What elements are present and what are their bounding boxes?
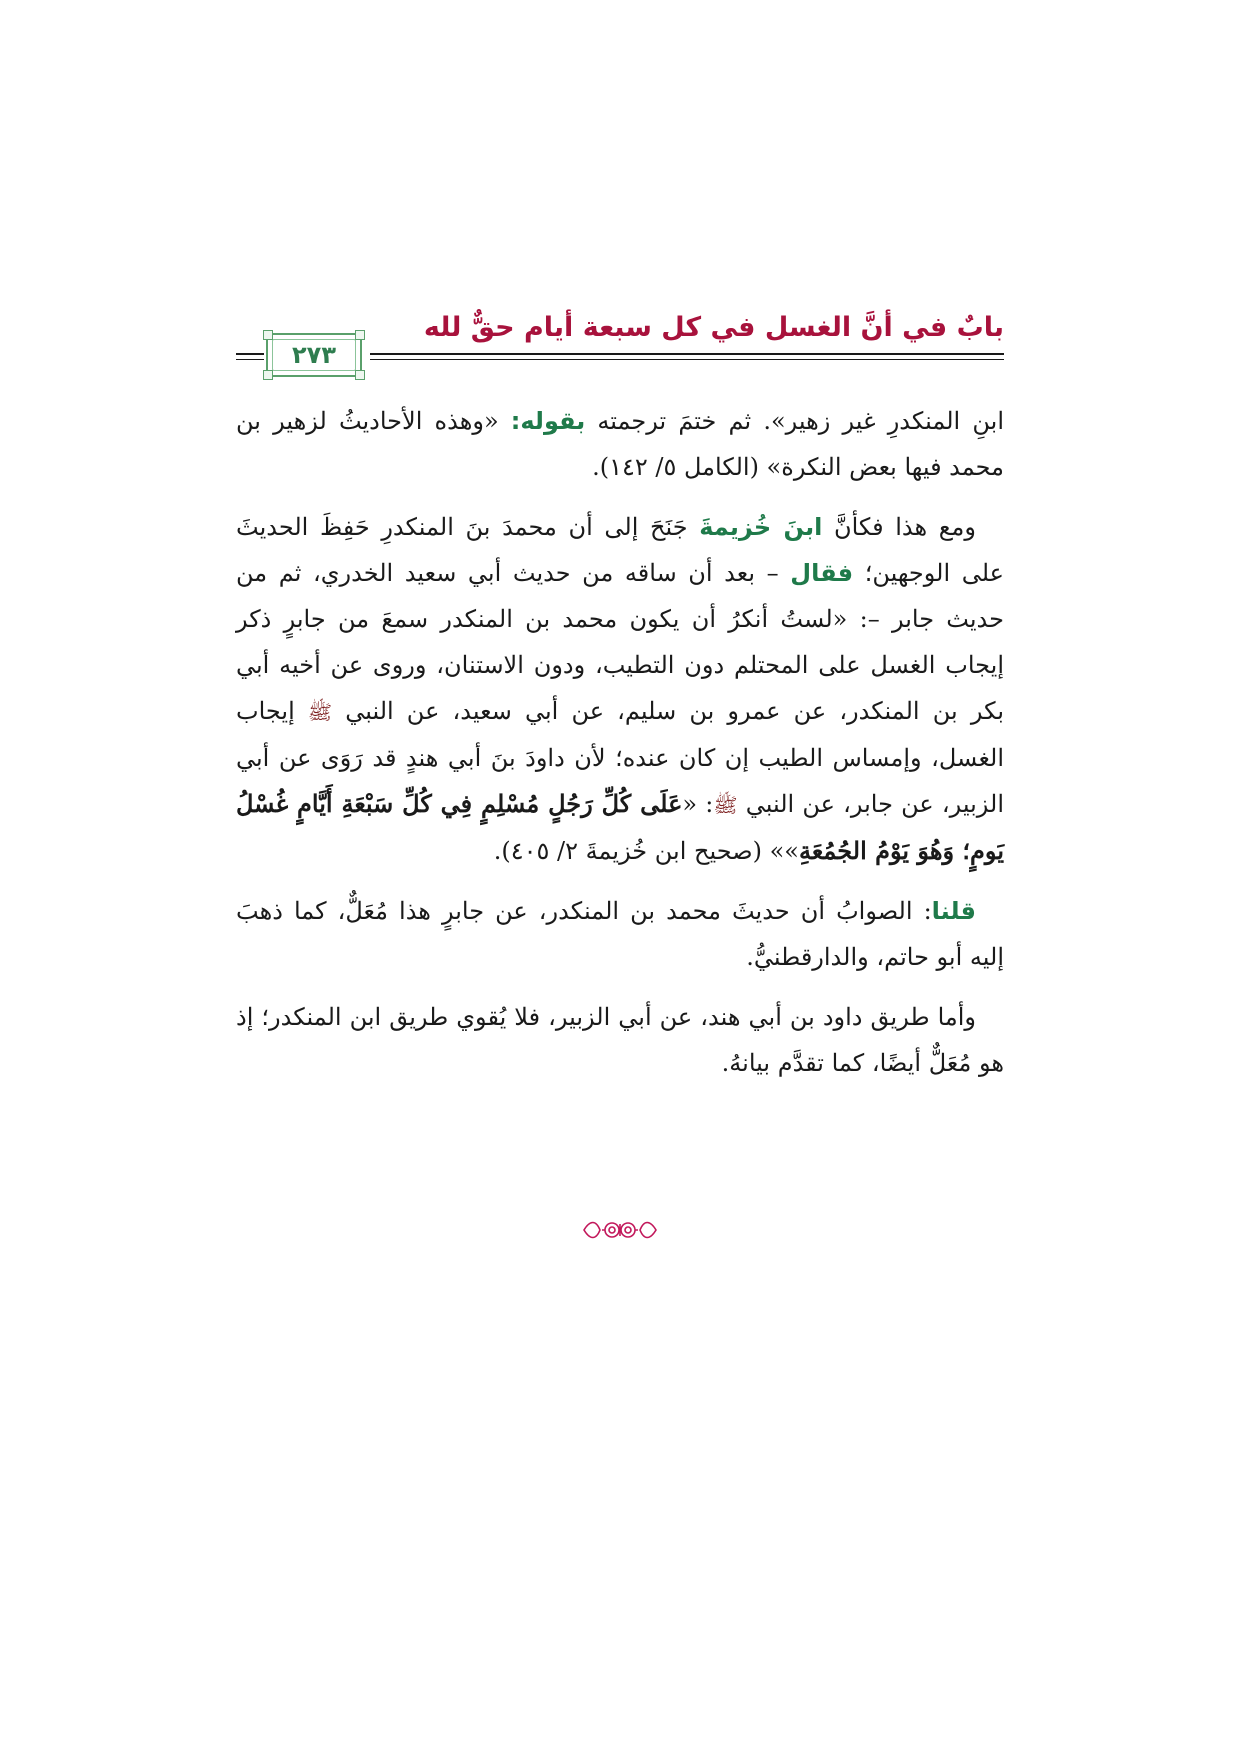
highlighted-term: قلنا <box>931 897 976 925</box>
highlighted-term: ابنَ خُزيمةَ <box>699 513 823 541</box>
highlighted-term: فقال <box>790 559 854 587</box>
paragraph-text: »» (صحيح ابن خُزيمةَ ٢/ ٤٠٥). <box>493 837 799 865</box>
paragraph <box>236 994 1004 1086</box>
frame-corner-icon <box>355 330 365 340</box>
salawat-glyph: ﷺ <box>307 700 333 724</box>
paragraph-text: ومع هذا فكأنَّ <box>822 513 976 541</box>
header-rule-left-thin <box>236 359 264 360</box>
frame-corner-icon <box>355 370 365 380</box>
frame-corner-icon <box>263 330 273 340</box>
paragraph-text: : « <box>682 790 714 818</box>
header-rule-left <box>236 353 264 355</box>
hadith-quote: عَلَى كُلِّ رَجُلٍ مُسْلِمٍ فِي كُلِّ سَبْعَةِ أَيَّامٍ غُسْلُ يَومٍ؛ وَهُوَ يَوْمُ الجُمُعَةِ <box>236 789 1004 865</box>
header-rule <box>370 353 1004 355</box>
frame-corner-icon <box>263 370 273 380</box>
paragraph-text: وأما طريق داود بن أبي هند، عن أبي الزبير، فلا يُقوي طريق ابن المنكدر؛ إذ هو مُعَلٌّ أيضًا، كما تقدَّم بيانهُ. <box>236 1003 1004 1077</box>
highlighted-term: بقوله: <box>510 407 586 435</box>
header-rule-thin <box>370 359 1004 360</box>
chapter-title: بابٌ في أنَّ الغسل في كل سبعة أيام حقٌّ لله <box>423 312 1004 343</box>
paragraph-text: ابنِ المنكدرِ غير زهير». ثم ختمَ ترجمته <box>585 407 1004 435</box>
paragraph-text: – بعد أن ساقه من حديث أبي سعيد الخدري، ثم من حديث جابر –: «لستُ أنكرُ أن يكون محمد بن المنكدر سمعَ من جابرٍ ذكر إيجاب الغسل على المحتلم دون التطيب، ودون الاستنان، وروى عن أخيه أبي بكر بن المنكدر، عن عمرو بن سليم، عن أبي سعيد، عن النبي <box>236 559 1005 725</box>
paragraph-text: «وهذه الأحاديثُ لزهير بن محمد فيها بعض النكرة» (الكامل ٥/ ١٤٢). <box>236 407 1004 481</box>
paragraph-text: : الصوابُ أن حديثَ محمد بن المنكدر، عن جابرٍ هذا مُعَلٌّ، كما ذهبَ إليه أبو حاتم، والدارقطنيُّ. <box>236 897 1004 971</box>
paragraph <box>236 504 1004 874</box>
page-number-frame <box>266 333 362 377</box>
paragraph-text: إيجاب الغسل، وإمساس الطيب إن كان عنده؛ لأن داودَ بنَ أبي هندٍ قد رَوَى عن أبي الزبير، عن جابر، عن النبي <box>236 697 1005 818</box>
salawat-glyph: ﷺ <box>713 793 738 817</box>
floral-divider-icon <box>580 1215 660 1245</box>
paragraph <box>236 888 1004 980</box>
paragraph-text: جَنَحَ إلى أن محمدَ بنَ المنكدرِ حَفِظَ الحديثَ على الوجهين؛ <box>236 513 1004 587</box>
paragraph <box>236 398 1004 490</box>
page-number: ٢٧٣ <box>292 341 336 369</box>
body-text <box>236 398 1004 1100</box>
